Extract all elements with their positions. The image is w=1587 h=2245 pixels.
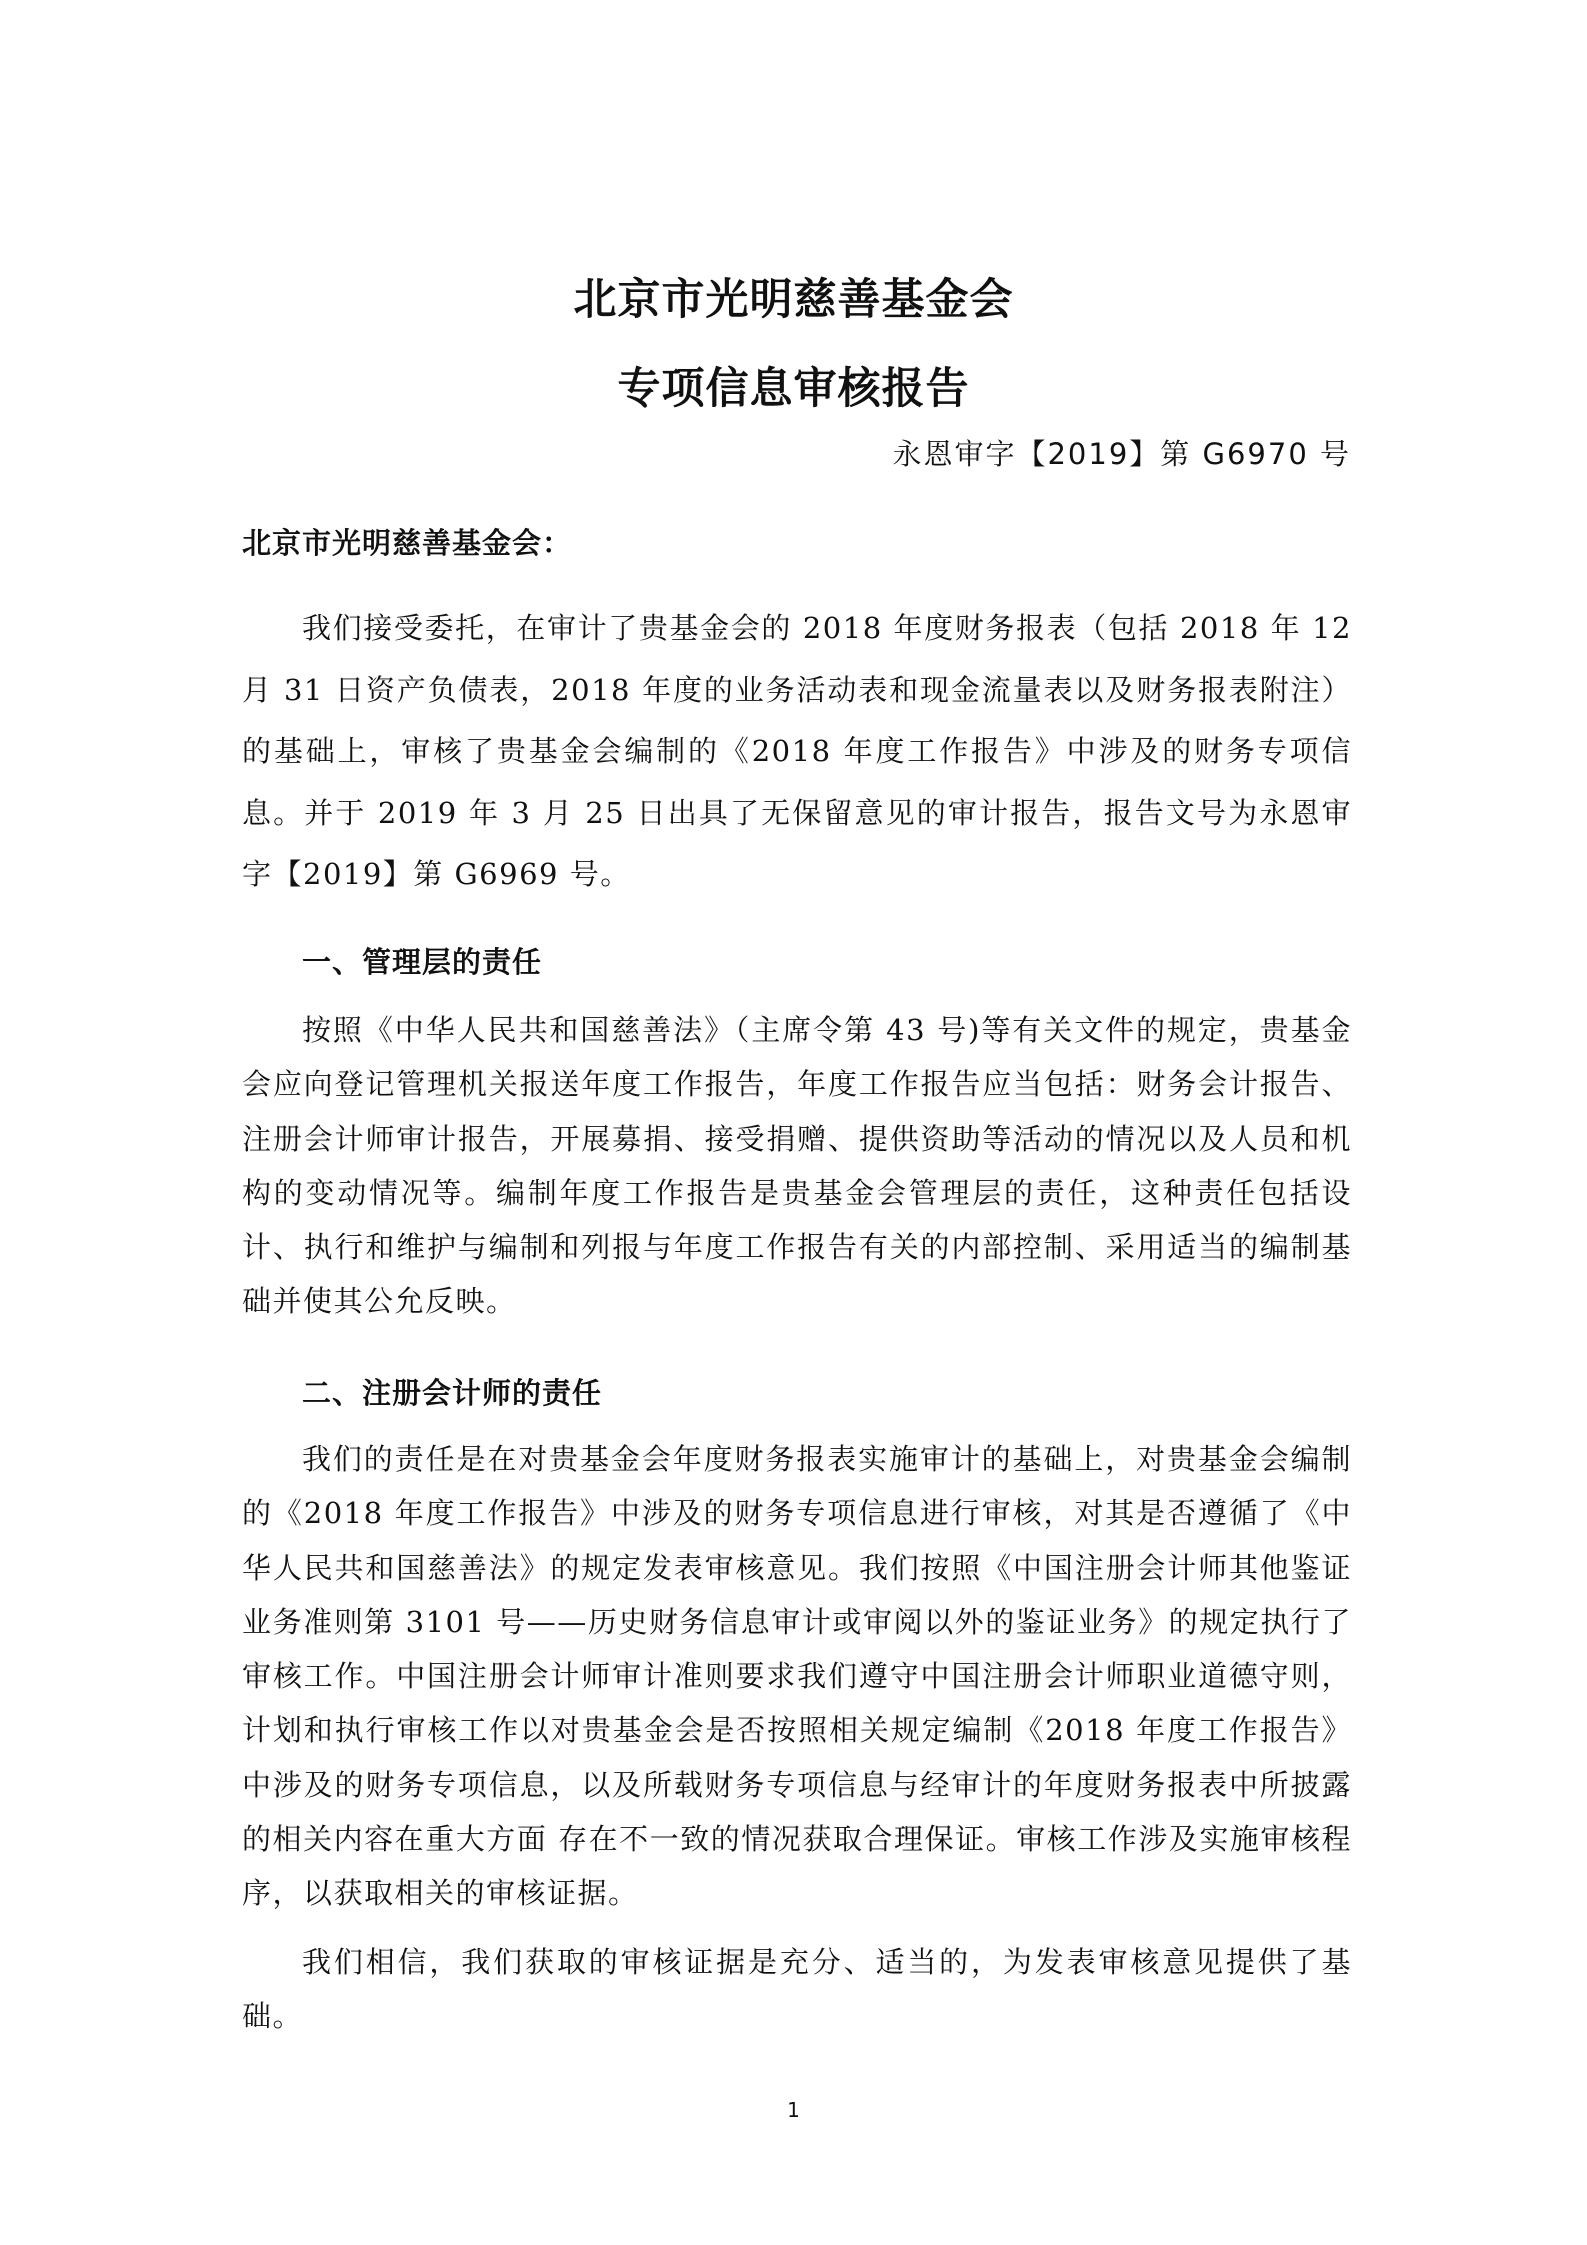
section-heading-auditor-responsibility: 二、注册会计师的责任 bbox=[302, 1376, 603, 1410]
section-heading-management-responsibility: 一、管理层的责任 bbox=[302, 945, 543, 979]
audit-evidence-paragraph: 我们相信，我们获取的审核证据是充分、适当的，为发表审核意见提供了基础。 bbox=[242, 1945, 1352, 2033]
report-title-organization: 北京市光明慈善基金会 bbox=[573, 275, 1014, 325]
addressee: 北京市光明慈善基金会： bbox=[242, 526, 573, 560]
report-title-type: 专项信息审核报告 bbox=[617, 364, 970, 414]
auditor-responsibility-paragraph: 我们的责任是在对贵基金会年度财务报表实施审计的基础上，对贵基金会编制的《2018 年度工作报告》中涉及的财务专项信息进行审核，对其是否遵循了《中华人民共和国慈善法》的规定发表审核意见。我们按照《中国注册会计师其他鉴证业务准则第 3101 号——历史财务信息审计或审阅以外的鉴证业务》的规定执行了审核工作。中国注册会计师审计准则要求我们遵守中国注册会计师职业道德守则，计划和执行审核工作以对贵基金会是否按照相关规定编制《2018 年度工作报告》中涉及的财务专项信息，以及所载财务专项信息与经审计的年度财务报表中所披露的相关内容在重大方面 存在不一致的情况获取合理保证。审核工作涉及实施审核程序，以获取相关的审核证据。 bbox=[242, 1442, 1352, 1911]
management-responsibility-paragraph: 按照《中华人民共和国慈善法》（主席令第 43 号)等有关文件的规定，贵基金会应向登记管理机关报送年度工作报告，年度工作报告应当包括：财务会计报告、注册会计师审计报告，开展募捐、接受捐赠、提供资助等活动的情况以及人员和机构的变动情况等。编制年度工作报告是贵基金会管理层的责任，这种责任包括设计、执行和维护与编制和列报与年度工作报告有关的内部控制、采用适当的编制基础并使其公允反映。 bbox=[242, 1013, 1352, 1319]
intro-paragraph: 我们接受委托，在审计了贵基金会的 2018 年度财务报表（包括 2018 年 12 月 31 日资产负债表，2018 年度的业务活动表和现金流量表以及财务报表附注）的基础上，审核了贵基金会编制的《2018 年度工作报告》中涉及的财务专项信息。并于 2019 年 3 月 25 日出具了无保留意见的审计报告，报告文号为永恩审字【2019】第 G6969 号。 bbox=[242, 611, 1352, 891]
page-number: 1 bbox=[787, 2098, 800, 2122]
reference-number: 永恩审字【2019】第 G6970 号 bbox=[892, 437, 1351, 471]
